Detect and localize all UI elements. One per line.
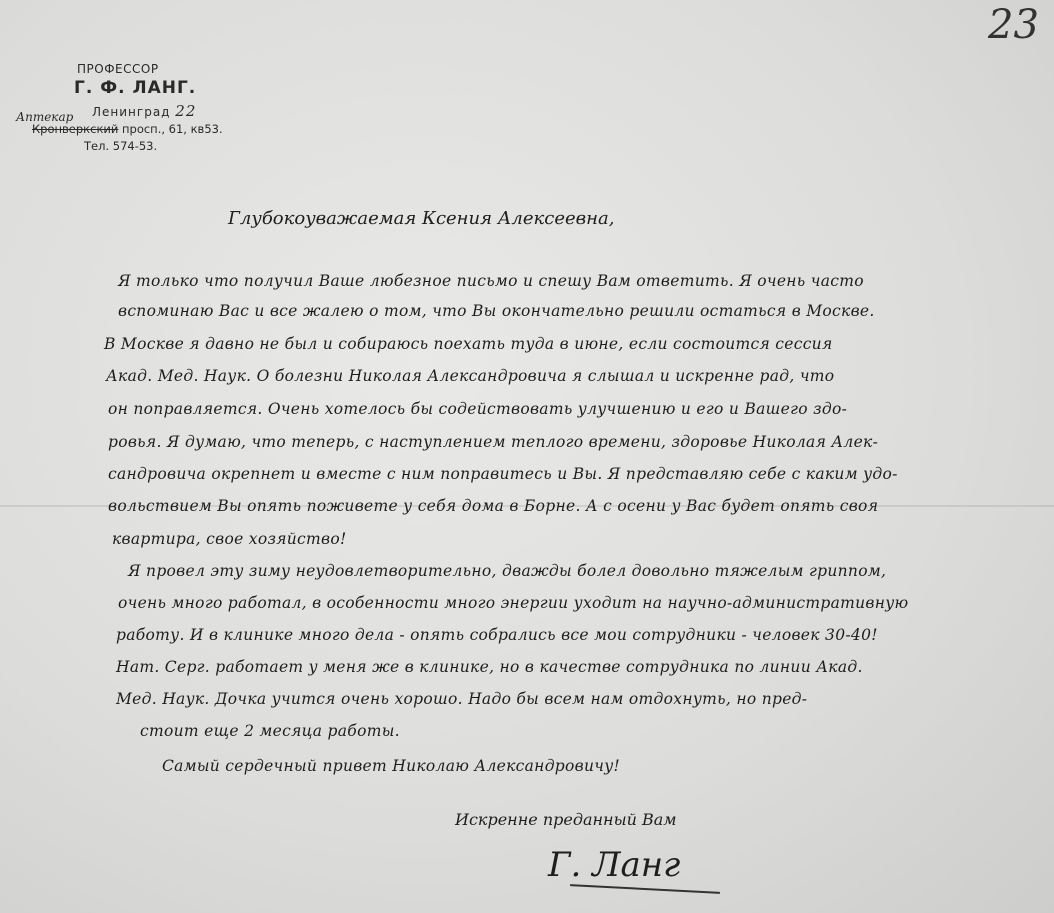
- page-number: 23: [988, 2, 1039, 48]
- body-line: Самый сердечный привет Николаю Александровичу!: [162, 757, 621, 775]
- body-line: В Москве я давно не был и собираюсь поехать туда в июне, если состоится сессия: [104, 335, 833, 353]
- body-line: вольствием Вы опять поживете у себя дома в Борне. А с осени у Вас будет опять своя: [108, 497, 879, 515]
- body-line: вспоминаю Вас и все жалею о том, что Вы окончательно решили остаться в Москве.: [118, 302, 875, 320]
- letterhead-phone: Тел. 574-53.: [84, 139, 158, 153]
- body-line: стоит еще 2 месяца работы.: [140, 722, 400, 740]
- body-line: он поправляется. Очень хотелось бы содействовать улучшению и его и Вашего здо-: [108, 400, 848, 418]
- letterhead-address: [32, 122, 223, 136]
- closing: Искренне преданный Вам: [455, 810, 677, 829]
- body-line: Акад. Мед. Наук. О болезни Николая Александровича я слышал и искренне рад, что: [106, 367, 835, 385]
- body-line: Нат. Серг. работает у меня же в клинике, но в качестве сотрудника по линии Акад.: [116, 658, 863, 676]
- body-line: ровья. Я думаю, что теперь, с наступлением теплого времени, здоровье Николая Алек-: [108, 433, 879, 451]
- body-line: Я провел эту зиму неудовлетворительно, дважды болел довольно тяжелым гриппом,: [128, 562, 887, 580]
- handwritten-note: Аптекар: [16, 110, 74, 124]
- letterhead-title: ПРОФЕССОР: [77, 62, 159, 76]
- letterhead-name: Г. Ф. ЛАНГ.: [74, 78, 197, 98]
- body-line: Мед. Наук. Дочка учится очень хорошо. Надо бы всем нам отдохнуть, но пред-: [116, 690, 808, 708]
- signature: Г. Ланг: [548, 845, 681, 885]
- address-rest: просп., 61, кв53.: [122, 122, 223, 136]
- body-line: сандровича окрепнет и вместе с ним поправитесь и Вы. Я представляю себе с каким удо-: [108, 465, 898, 483]
- body-line: очень много работал, в особенности много энергии уходит на научно-административную: [118, 594, 909, 612]
- signature-underline: [570, 884, 720, 894]
- address-struck: Кронверкский: [32, 122, 119, 136]
- city-handwritten: 22: [175, 102, 197, 120]
- body-line: квартира, свое хозяйство!: [112, 530, 347, 548]
- letterhead-city: [92, 102, 196, 120]
- city-prefix: Ленинград: [92, 105, 171, 119]
- salutation: Глубокоуважаемая Ксения Алексеевна,: [228, 208, 615, 229]
- body-line: работу. И в клинике много дела - опять собрались все мои сотрудники - человек 30-40!: [116, 626, 878, 644]
- body-line: Я только что получил Ваше любезное письмо и спешу Вам ответить. Я очень часто: [118, 272, 864, 290]
